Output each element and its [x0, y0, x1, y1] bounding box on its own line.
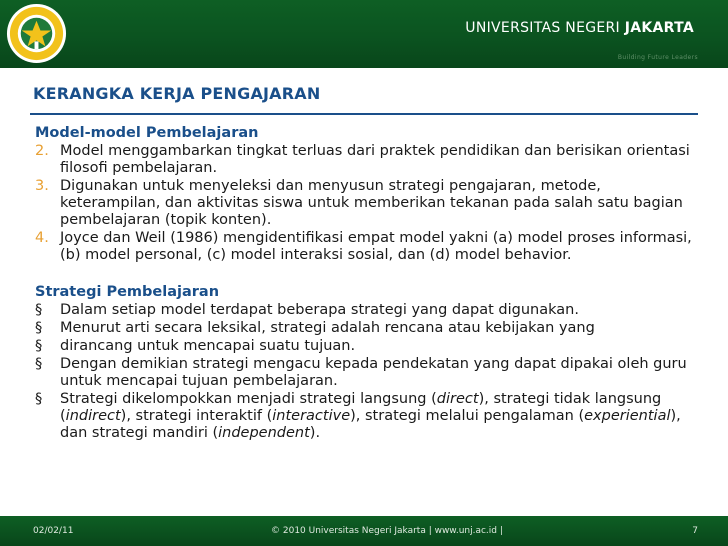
- bullet-section-icon: §: [35, 320, 43, 336]
- university-logo-icon: [5, 2, 68, 65]
- slide-title: KERANGKA KERJA PENGAJARAN: [33, 84, 321, 103]
- footer-copyright: © 2010 Universitas Negeri Jakarta | www.unj.ac.id |: [271, 526, 503, 536]
- bullet-section-icon: §: [35, 356, 43, 372]
- list-item-text: Digunakan untuk menyeleksi dan menyusun strategi pengajaran, metode, keterampilan, dan aktivitas siswa untuk memberikan tekanan pada salah satu bagian pembelajaran (topik konten).: [60, 178, 683, 228]
- footer-date: 02/02/11: [33, 526, 74, 536]
- list-item-text: Model menggambarkan tingkat terluas dari praktek pendidikan dan berisikan orientasi filosofi pembelajaran.: [60, 143, 690, 176]
- title-divider: [30, 113, 698, 115]
- list-item-text: Dalam setiap model terdapat beberapa strategi yang dapat digunakan.: [60, 302, 579, 318]
- list-item: [35, 230, 695, 264]
- list-item-text: Joyce dan Weil (1986) mengidentifikasi empat model yakni (a) model proses informasi, (b) model personal, (c) model interaksi sosial, dan (d) model behavior.: [60, 230, 692, 263]
- list-item-text: dirancang untuk mencapai suatu tujuan.: [60, 338, 356, 354]
- slide-content: [35, 125, 695, 443]
- bullet-section-icon: §: [35, 338, 43, 354]
- university-name: UNIVERSITAS NEGERI JAKARTA: [465, 20, 694, 36]
- list-number: 3.: [35, 178, 49, 194]
- section-spacer: [35, 265, 695, 284]
- list-item: [35, 302, 695, 319]
- bullet-section-icon: §: [35, 302, 43, 318]
- page-number: 7: [692, 526, 698, 536]
- list-item: [35, 391, 695, 442]
- list-item-text: Dengan demikian strategi mengacu kepada pendekatan yang dapat dipakai oleh guru untuk mencapai tujuan pembelajaran.: [60, 356, 687, 389]
- list-number: 4.: [35, 230, 49, 246]
- list-item: [35, 320, 695, 337]
- list-item: [35, 143, 695, 177]
- slide-footer: [0, 516, 728, 546]
- section-heading-strategies: Strategi Pembelajaran: [35, 284, 220, 300]
- section-heading-models: Model-model Pembelajaran: [35, 125, 259, 141]
- list-item: [35, 356, 695, 390]
- slide-header: [0, 0, 728, 68]
- list-number: 2.: [35, 143, 49, 159]
- list-item-text: Strategi dikelompokkan menjadi strategi langsung (direct), strategi tidak langsung (indirect), strategi interaktif (interactive), strategi melalui pengalaman (experiential), dan strategi mandiri (independent).: [60, 391, 681, 441]
- list-item: [35, 178, 695, 229]
- university-tagline: Building Future Leaders: [617, 54, 698, 61]
- bullet-section-icon: §: [35, 391, 43, 407]
- list-item-text: Menurut arti secara leksikal, strategi adalah rencana atau kebijakan yang: [60, 320, 595, 336]
- list-item: [35, 338, 695, 355]
